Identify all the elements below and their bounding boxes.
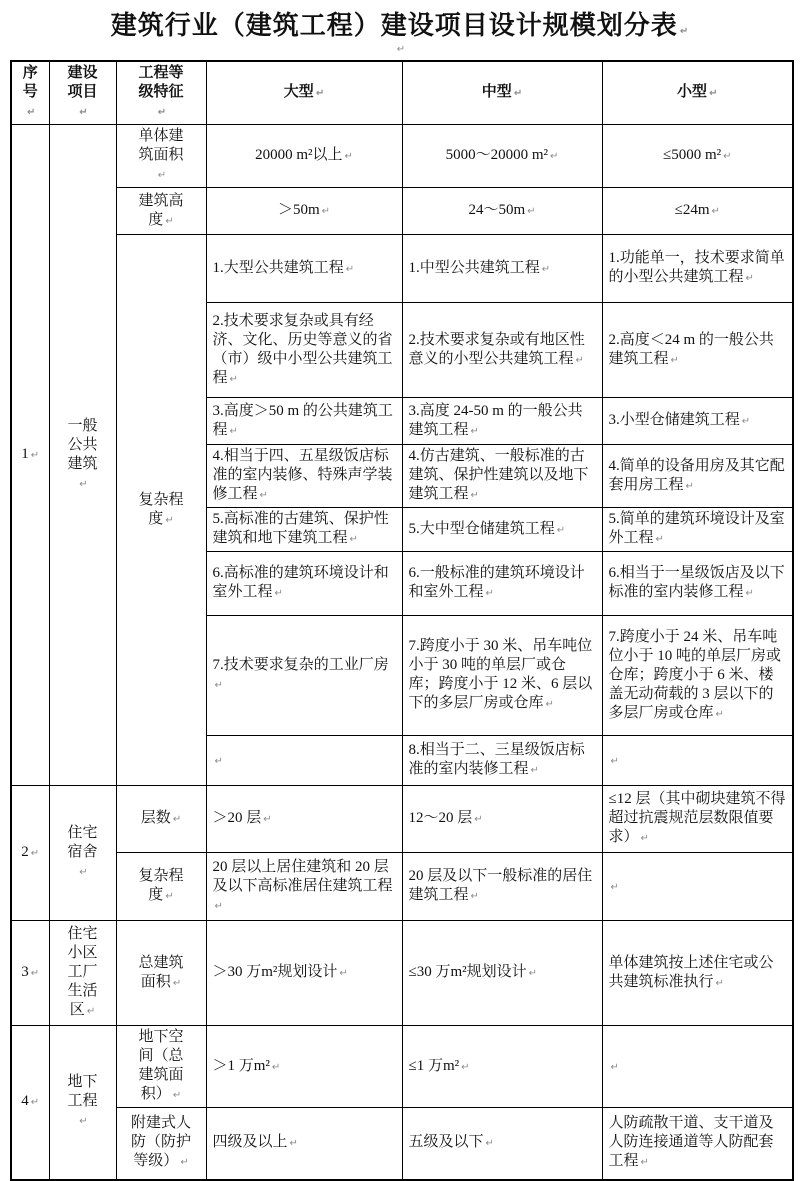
cell-s4-civil-medium: 五级及以下 ↵	[402, 1108, 602, 1180]
header-cell-no: 序号 ↵	[11, 61, 49, 125]
header-cell-feature: 工程等级特征 ↵	[116, 61, 206, 125]
cell-s1-height-small: ≤24m ↵	[602, 188, 793, 235]
cell-s1-item6-small: 6.相当于一星级饭店及以下标准的室内装修工程 ↵	[602, 552, 793, 616]
cell-s2-complexity-large: 20 层以上居住建筑和 20 层及以下高标准居住建筑工程 ↵	[206, 853, 402, 921]
cell-s2-complexity-feature: 复杂程度 ↵	[116, 853, 206, 921]
cell-s4-civil-large: 四级及以上 ↵	[206, 1108, 402, 1180]
table-row	[11, 188, 793, 235]
cell-s1-area-large: 20000 m²以上 ↵	[206, 125, 402, 188]
cell-s4-civil-feature: 附建式人防（防护等级） ↵	[116, 1108, 206, 1180]
cell-s4-space-medium: ≤1 万m² ↵	[402, 1026, 602, 1108]
table-row	[11, 235, 793, 303]
cell-s1-item1-large: 1.大型公共建筑工程 ↵	[206, 235, 402, 303]
cell-s3-project: 住宅小区工厂生活区 ↵	[49, 921, 116, 1026]
table-row	[11, 1026, 793, 1108]
cell-s2-complexity-medium: 20 层及以下一般标准的居住建筑工程 ↵	[402, 853, 602, 921]
cell-s1-item2-small: 2.高度＜24 m 的一般公共建筑工程 ↵	[602, 303, 793, 398]
table-row	[11, 853, 793, 921]
cell-s4-space-feature: 地下空间（总建筑面积） ↵	[116, 1026, 206, 1108]
table-header-row	[11, 61, 793, 125]
cell-s1-item7-medium: 7.跨度小于 30 米、吊车吨位小于 30 吨的单层厂或仓库；跨度小于 12 米、6 层以下的多层厂房或仓库 ↵	[402, 616, 602, 736]
cell-s1-complexity-feature: 复杂程度 ↵	[116, 235, 206, 786]
cell-s1-item3-large: 3.高度＞50 m 的公共建筑工程 ↵	[206, 398, 402, 445]
cell-s1-item4-small: 4.简单的设备用房及其它配套用房工程 ↵	[602, 445, 793, 508]
cell-s2-complexity-small	[602, 853, 793, 921]
table-row	[11, 921, 793, 1026]
cell-s1-area-medium: 5000～20000 m² ↵	[402, 125, 602, 188]
table-row	[11, 786, 793, 853]
page-title-text: 建筑行业（建筑工程）建设项目设计规模划分表 ↵	[111, 11, 689, 40]
cell-s4-space-small	[602, 1026, 793, 1108]
cell-s1-item8-large	[206, 736, 402, 786]
cell-s1-area-feature: 单体建筑面积 ↵	[116, 125, 206, 188]
page-title	[0, 0, 800, 42]
cell-s1-item4-large: 4.相当于四、五星级饭店标准的室内装修、特殊声学装修工程 ↵	[206, 445, 402, 508]
header-cell-medium: 中型 ↵	[402, 61, 602, 125]
cell-s1-item3-medium: 3.高度 24-50 m 的一般公共建筑工程 ↵	[402, 398, 602, 445]
header-cell-project: 建设项目 ↵	[49, 61, 116, 125]
design-scale-table	[10, 60, 794, 1181]
table-row	[11, 125, 793, 188]
header-cell-large: 大型 ↵	[206, 61, 402, 125]
cell-s2-project: 住宅宿舍 ↵	[49, 786, 116, 921]
cell-s2-floors-feature: 层数 ↵	[116, 786, 206, 853]
cell-s1-item8-medium: 8.相当于二、三星级饭店标准的室内装修工程 ↵	[402, 736, 602, 786]
cell-s2-floors-medium: 12～20 层 ↵	[402, 786, 602, 853]
cell-s1-no: 1 ↵	[11, 125, 49, 786]
cell-s2-floors-large: ＞20 层 ↵	[206, 786, 402, 853]
cell-s4-space-large: ＞1 万m² ↵	[206, 1026, 402, 1108]
cell-s1-item8-small	[602, 736, 793, 786]
cell-s3-area-small: 单体建筑按上述住宅或公共建筑标准执行 ↵	[602, 921, 793, 1026]
cell-s1-project: 一般公共建筑 ↵	[49, 125, 116, 786]
cell-s3-area-feature: 总建筑面积 ↵	[116, 921, 206, 1026]
cell-s4-civil-small: 人防疏散干道、支干道及人防连接通道等人防配套工程 ↵	[602, 1108, 793, 1180]
cell-s2-no: 2 ↵	[11, 786, 49, 921]
paragraph-mark	[0, 42, 800, 56]
cell-s1-item5-small: 5.简单的建筑环境设计及室外工程 ↵	[602, 508, 793, 552]
cell-s1-item3-small: 3.小型仓储建筑工程 ↵	[602, 398, 793, 445]
cell-s4-project: 地下工程 ↵	[49, 1026, 116, 1180]
cell-s1-item5-large: 5.高标准的古建筑、保护性建筑和地下建筑工程 ↵	[206, 508, 402, 552]
cell-s3-no: 3 ↵	[11, 921, 49, 1026]
cell-s1-item1-medium: 1.中型公共建筑工程 ↵	[402, 235, 602, 303]
cell-s1-item2-large: 2.技术要求复杂或具有经济、文化、历史等意义的省（市）级中小型公共建筑工程 ↵	[206, 303, 402, 398]
cell-s1-item6-medium: 6.一般标准的建筑环境设计和室外工程 ↵	[402, 552, 602, 616]
cell-s1-item2-medium: 2.技术要求复杂或有地区性意义的小型公共建筑工程 ↵	[402, 303, 602, 398]
cell-s1-item4-medium: 4.仿古建筑、一般标准的古建筑、保护性建筑以及地下建筑工程 ↵	[402, 445, 602, 508]
cell-s1-item1-small: 1.功能单一，技术要求简单的小型公共建筑工程 ↵	[602, 235, 793, 303]
cell-s1-item7-large: 7.技术要求复杂的工业厂房 ↵	[206, 616, 402, 736]
cell-s1-height-feature: 建筑高度 ↵	[116, 188, 206, 235]
cell-s1-height-medium: 24～50m ↵	[402, 188, 602, 235]
cell-s1-item7-small: 7.跨度小于 24 米、吊车吨位小于 10 吨的单层厂房或仓库；跨度小于 6 米、楼盖无动荷载的 3 层以下的多层厂房或仓库 ↵	[602, 616, 793, 736]
cell-s3-area-large: ＞30 万m²规划设计 ↵	[206, 921, 402, 1026]
cell-s1-item6-large: 6.高标准的建筑环境设计和室外工程 ↵	[206, 552, 402, 616]
cell-s4-no: 4 ↵	[11, 1026, 49, 1180]
header-cell-small: 小型 ↵	[602, 61, 793, 125]
cell-s2-floors-small: ≤12 层（其中砌块建筑不得超过抗震规范层数限值要求） ↵	[602, 786, 793, 853]
cell-s1-height-large: ＞50m ↵	[206, 188, 402, 235]
cell-s3-area-medium: ≤30 万m²规划设计 ↵	[402, 921, 602, 1026]
cell-s1-item5-medium: 5.大中型仓储建筑工程 ↵	[402, 508, 602, 552]
cell-s1-area-small: ≤5000 m² ↵	[602, 125, 793, 188]
